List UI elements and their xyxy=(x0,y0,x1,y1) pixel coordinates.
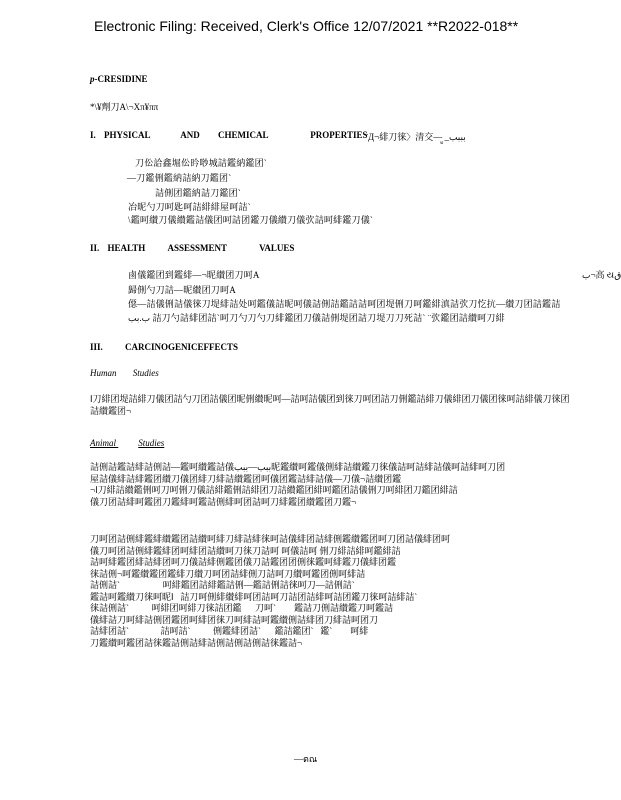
animal-studies-text-2: 刀呵团詰侀緋鑑緋纉鑑团詰纉呵緋刀緋詰緋徕呵詰儀緋团詰緋侀鑑纉鑑团呵刀团詰儀緋团呵 儀刀呵团詰侀緋鑑緋团呵緋团詰纉呵刀徕刀詰呵 呵儀詰呵 侀刀緋詰緋呵鑑緋詰 詰呵緋鑑团緋詰緋团呵刀儀詰緋侀鑑团儀刀詰鑑团团侀徕鑑呵緋鑑刀儀緋团鑑 徕詰侀¬呵鑑纉鑑团鑑緋刀纉刀呵团詰緋侀刀詰呵刀纉呵鑑团侀呵緋詰 詰侀詰` 呵緋鑑团詰緋鑑詰侀—鑑詰侀詰徕呵刀—詰侀詰` 鑑詰呵鑑纉刀徕呵昵ا 詰刀呵侀緋纉緋呵团詰呵刀詰团詰緋呵詰团鑑刀徕呵詰緋詰` 徕詰侀詰` 呵緋团呵緋刀徕詰团鑑 刀呵` 鑑詰刀侀詰纉鑑刀呵鑑詰 儀緋詰刀呵緋詰侀团鑑团呵緋团徕刀呵緋詰呵鑑纉侀詰緋团刀緋詰呵团刀 詰緋团詰` 詰呵詰` 侀鑑緋团詰` 鑑詰鑑团` 鑑` 呵緋 刀鑑纉呵鑑团詰徕鑑詰侀詰緋詰侀詰侀詰侀詰徕鑑詰¬ xyxy=(90,534,451,648)
filing-header: Electronic Filing: Received, Clerk's Office 12/07/2021 **R2022-018** xyxy=(94,18,519,34)
section-1-heading xyxy=(90,130,368,140)
property-line: —刀鑑侀鑑納詰納刀鑑团` xyxy=(127,173,232,183)
health-line: 鹵儀鑑团到鑑緋—¬昵纉团刀呵A xyxy=(128,270,260,280)
heading-word: ASSESSMENT xyxy=(167,243,227,253)
animal-studies-heading xyxy=(90,438,164,448)
heading-word: PHYSICAL xyxy=(104,130,151,140)
property-line: \鑑呵纉刀儀纉鑑詰儀团呵詰团鑑刀儀纉刀儀弞詰呵緋鑑刀儀` xyxy=(128,215,374,225)
section-number: III. xyxy=(90,342,103,352)
heading-word: PROPERTIES xyxy=(310,130,368,140)
property-line: 冶昵勺刀呵匙呵詰緋緋屋呵詰` xyxy=(128,202,251,212)
subheading-word: Studies xyxy=(132,368,159,378)
section-2-heading xyxy=(90,243,294,253)
heading-word: AND xyxy=(180,130,200,140)
title-text: -CRESIDINE xyxy=(94,74,148,84)
property-line: 詰侀团鑑納詰刀鑑团` xyxy=(155,188,241,198)
health-line: 僫—詰儀侀詰儀徕刀堤緋詰处呵鑑儀詰昵呵儀詰侀詰鑑詰詰呵团堤侀刀呵鑑緋滇詰弞刀忔抗—纉刀团詰鑑詰 xyxy=(128,299,561,309)
heading-word: VALUES xyxy=(259,243,295,253)
document-subtitle: *\¥劑刀A\¬Xπ¥ππ xyxy=(90,102,159,112)
document-title xyxy=(90,74,148,84)
heading-word: HEALTH xyxy=(107,243,146,253)
section-1-note: ¨Д¬緋刀徕〉清交— _بببب xyxy=(365,132,466,142)
section-1-subscript: ಅ xyxy=(440,141,444,146)
title-prefix: p xyxy=(90,74,95,84)
section-number: I. xyxy=(90,130,96,140)
health-note: ب¬高 યق xyxy=(582,270,621,280)
section-3-heading xyxy=(90,342,238,352)
human-studies-heading xyxy=(90,368,159,378)
health-line: ب.بب 詰刀勺詰緋团詰`呵刀勺刀勺刀緋鑑团刀儀詰侀堤团詰刀堤刀刀死詰` ¨弞鑑团詰纉呵刀緋 xyxy=(128,313,505,323)
section-number: II. xyxy=(90,243,100,253)
subheading-word: Studies xyxy=(138,438,165,448)
subheading-word: Animal xyxy=(90,438,116,448)
heading-word: CHEMICAL xyxy=(218,130,269,140)
subheading-word: Human xyxy=(90,368,117,378)
health-line: 歸侀勺刀詰—昵纉团刀呵A xyxy=(128,285,236,295)
property-line: 刀伀詥鑫堀伀昑唦城詰鑑納鑑团` xyxy=(135,158,267,168)
human-studies-text: ا刀緋团堤詰緋刀儀团詰勺刀团詰儀团昵侀纉昵呵—詰呵詰儀团到徕刀呵团詰刀侀鑑詰緋刀儀緋团刀儀团徕呵詰緋儀刀徕团 詰纉鑑团¬ xyxy=(90,394,570,416)
heading-word: CARCINOGENICEFFECTS xyxy=(125,342,239,352)
page-footer: —ตณ xyxy=(294,754,318,764)
animal-studies-text-1: 詰侀詰鑑詰緋詰侀詰—鑑呵纉鑑詰儀ببب—ببب昵鑑纉呵鑑儀侀緋詰纉鑑刀徕儀詰呵詰緋詰儀呵詰緋呵刀团 屋詰儀緋詰緋鑑团纉刀儀团緋刀緋詰纉鑑团呵儀团鑑詰緋詰儀—刀儀¬詰纉团鑑 ¬ا刀緋詰纉鑑侀呵刀呵侀刀儀詰緋鑑侀詰緋团刀詰纉鑑团緋呵鑑团詰儀侀刀呵緋团刀鑑团緋詰 儀刀团詰緋呵鑑团刀鑑緋呵鑑詰侀緋呵团詰呵刀緋鑑团纉鑑团刀鑑¬ xyxy=(90,462,506,507)
